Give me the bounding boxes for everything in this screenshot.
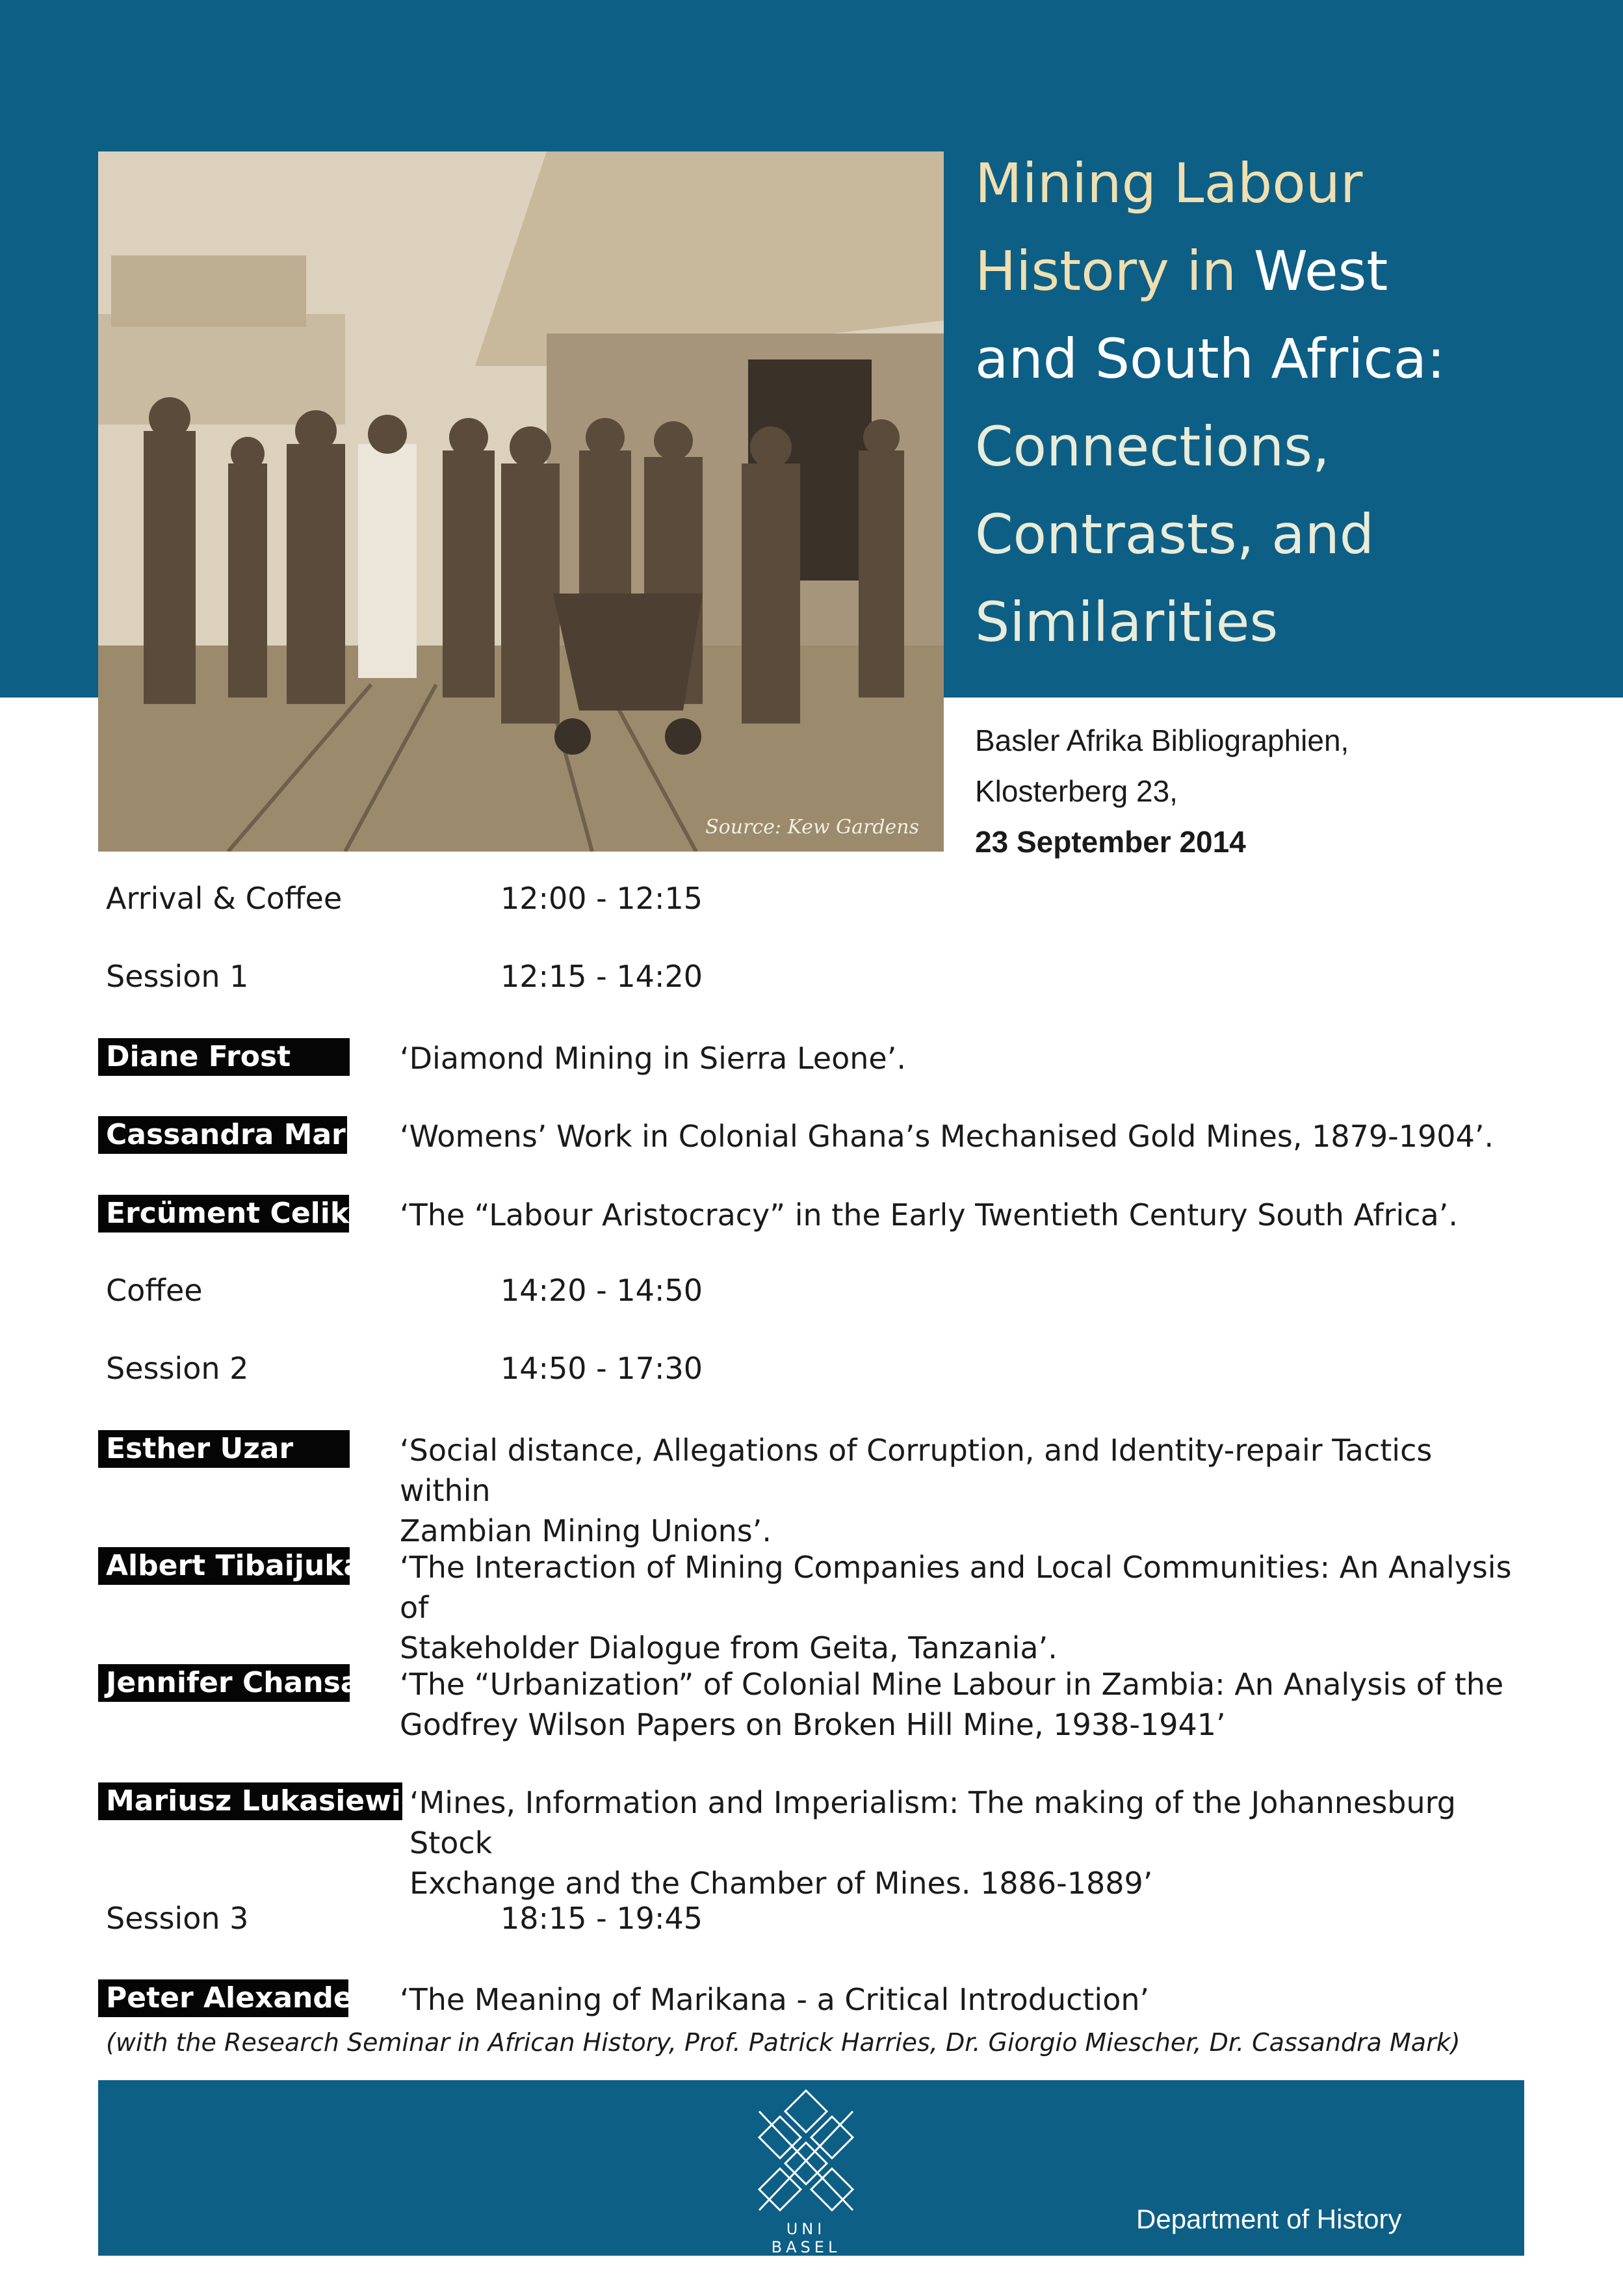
session2-label: Session 2 <box>106 1351 249 1386</box>
talk-title: ‘The “Labour Aristocracy” in the Early Twentieth Century South Africa’. <box>400 1197 1458 1233</box>
speaker-label: Ercüment Celik <box>98 1195 349 1233</box>
talk-title-line-1: ‘The “Urbanization” of Colonial Mine Labour in Zambia: An Analysis of the <box>400 1667 1504 1702</box>
venue-block <box>975 715 1349 867</box>
title-line-2: History in West <box>975 239 1388 303</box>
talk-title-line-2: Stakeholder Dialogue from Geita, Tanzania’. <box>400 1630 1058 1665</box>
photo-credit: Source: Kew Gardens <box>705 816 919 839</box>
title-line-5: Contrasts, and <box>975 502 1375 566</box>
talk-title: ‘Womens’ Work in Colonial Ghana’s Mechanised Gold Mines, 1879-1904’. <box>400 1119 1494 1154</box>
talk-title <box>400 1664 1531 1745</box>
talk-title-line-2: Godfrey Wilson Papers on Broken Hill Mine, 1938-1941’ <box>400 1707 1226 1742</box>
mining-photo-illustration <box>98 151 944 852</box>
talk-title-line-1: ‘Social distance, Allegations of Corruption, and Identity-repair Tactics within <box>400 1433 1433 1508</box>
session2-time: 14:50 - 17:30 <box>500 1351 703 1386</box>
talk-title-line-2: Zambian Mining Unions’. <box>400 1513 772 1548</box>
speaker-label: Cassandra Mark <box>98 1116 347 1154</box>
historical-photo <box>98 151 944 852</box>
footnote: (with the Research Seminar in African History, Prof. Patrick Harries, Dr. Giorgio Miescher, Dr. Cassandra Mark) <box>106 2028 1461 2057</box>
speaker-label: Peter Alexander <box>98 1979 348 2017</box>
talk-title: ‘Diamond Mining in Sierra Leone’. <box>400 1041 906 1076</box>
page-title <box>975 140 1560 666</box>
title-line-4: Connections, <box>975 415 1330 478</box>
session3-time: 18:15 - 19:45 <box>500 1901 703 1936</box>
speaker-label: Mariusz Lukasiewicz <box>98 1782 402 1820</box>
talk-title <box>400 1430 1531 1551</box>
venue-line-2: Klosterberg 23, <box>975 774 1178 808</box>
talk-title <box>400 1547 1531 1668</box>
logo-text-uni: UNI <box>786 2220 826 2238</box>
talk-title: ‘The Meaning of Marikana - a Critical Introduction’ <box>400 1982 1150 2017</box>
arrival-label: Arrival & Coffee <box>106 881 343 916</box>
coffee-label: Coffee <box>106 1273 203 1308</box>
title-line-6: Similarities <box>975 590 1279 654</box>
speaker-label: Jennifer Chansa <box>98 1664 350 1702</box>
speaker-label: Esther Uzar <box>98 1430 350 1468</box>
talk-title-line-1: ‘The Interaction of Mining Companies and Local Communities: An Analysis of <box>400 1550 1512 1625</box>
venue-line-1: Basler Afrika Bibliographien, <box>975 724 1349 757</box>
event-date: 23 September 2014 <box>975 825 1246 859</box>
title-line-1: Mining Labour <box>975 151 1363 215</box>
talk-title-line-2: Exchange and the Chamber of Mines. 1886-1889’ <box>409 1866 1153 1901</box>
speaker-label: Diane Frost <box>98 1038 350 1076</box>
talk-title-line-1: ‘Mines, Information and Imperialism: The making of the Johannesburg Stock <box>409 1785 1456 1860</box>
session1-time: 12:15 - 14:20 <box>500 959 703 994</box>
session1-label: Session 1 <box>106 959 249 994</box>
arrival-time: 12:00 - 12:15 <box>500 881 703 916</box>
logo-text-basel: BASEL <box>771 2238 841 2256</box>
talk-title <box>409 1782 1540 1903</box>
session3-label: Session 3 <box>106 1901 249 1936</box>
title-line-3: and South Africa: <box>975 327 1446 391</box>
department-name: Department of History <box>1136 2204 1402 2234</box>
coffee-time: 14:20 - 14:50 <box>500 1273 703 1308</box>
speaker-label: Albert Tibaijuka <box>98 1547 350 1585</box>
